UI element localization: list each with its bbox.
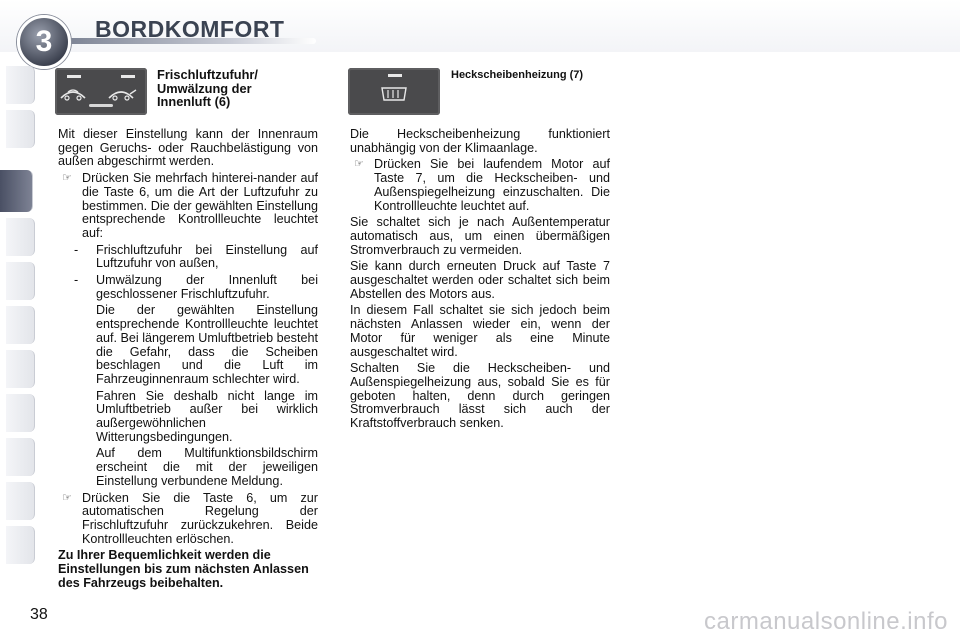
dash-text: Umwälzung der Innenluft bei geschlossener Frischluftzufuhr. <box>96 273 318 301</box>
chapter-number-badge: 3 <box>17 15 71 69</box>
chapter-tab[interactable] <box>6 110 35 148</box>
body-paragraph: Schalten Sie die Heckscheiben- und Außenspiegelheizung aus, sobald Sie es für geboten halten, denn durch geringen Stromverbrauch lässt sich auch der Kraftstoffverbrauch senken. <box>350 361 610 431</box>
chapter-tab[interactable] <box>6 306 35 344</box>
rear-defrost-heading: Heckscheibenheizung (7) <box>451 69 584 81</box>
note-paragraph: Fahren Sie deshalb nicht lange im Umluftbetrieb außer bei wirklich außergewöhnlichen Witterungsbedingungen. <box>96 388 318 444</box>
chapter-tab[interactable] <box>6 438 35 476</box>
page-number: 38 <box>30 606 48 623</box>
body-paragraph: Sie schaltet sich je nach Außentemperatur automatisch aus, um einen übermäßigen Stromverbrauch zu vermeiden. <box>350 215 610 257</box>
dash-text: Frischluftzufuhr bei Einstellung auf Luftzufuhr von außen, <box>96 242 318 271</box>
chapter-tab[interactable] <box>6 218 35 256</box>
right-column <box>350 128 610 434</box>
bullet-text: Drücken Sie mehrfach hinterei-nander auf die Taste 6, um die Art der Luftzufuhr zu bestimmen. Die der gewählten Einstellung entsprechende Kontrollleuchte leuchtet auf: <box>82 171 318 240</box>
chapter-tab[interactable] <box>6 262 35 300</box>
pointing-hand-icon: ☞ <box>354 158 364 171</box>
instruction-bullet <box>58 492 318 547</box>
intro-paragraph: Die Heckscheibenheizung funktioniert unabhängig von der Klimaanlage. <box>350 127 610 155</box>
intro-paragraph: Mit dieser Einstellung kann der Innenraum gegen Geruchs- oder Rauchbelästigung von außen abgeschirmt werden. <box>58 127 318 169</box>
recirculation-heading: Frischluftzufuhr/ Umwälzung der Innenluft (6) <box>157 67 258 110</box>
body-paragraph: In diesem Fall schaltet sie sich jedoch beim nächsten Anlassen wieder ein, wenn der Motor für weniger als eine Minute ausgeschaltet wird. <box>350 303 610 359</box>
pointing-hand-icon: ☞ <box>62 172 72 185</box>
chapter-tabs <box>0 66 38 576</box>
chapter-tab[interactable] <box>6 526 35 564</box>
instruction-bullet <box>350 158 610 213</box>
pointing-hand-icon: ☞ <box>62 491 72 504</box>
bullet-text: Drücken Sie die Taste 6, um zur automatischen Regelung der Frischluftzufuhr zurückzukehren. Beide Kontrollleuchten erlöschen. <box>82 490 318 546</box>
closing-paragraph: Zu Ihrer Bequemlichkeit werden die Einstellungen bis zum nächsten Anlassen des Fahrzeugs beibehalten. <box>58 548 309 590</box>
dash-item: - Umwälzung der Innenluft bei geschlossener Frischluftzufuhr. <box>74 273 318 301</box>
left-column <box>58 128 318 594</box>
chapter-title: BORDKOMFORT <box>95 16 285 42</box>
chapter-tab[interactable] <box>6 66 35 104</box>
note-paragraph: Auf dem Multifunktionsbildschirm erscheint die mit der jeweiligen Einstellung verbundene Meldung. <box>96 446 318 488</box>
rear-defrost-icon <box>348 68 440 115</box>
rear-defrost-control-image <box>348 68 440 115</box>
chapter-tab-active[interactable] <box>0 170 33 212</box>
chapter-tab[interactable] <box>6 394 35 432</box>
chapter-tab[interactable] <box>6 350 35 388</box>
instruction-bullet <box>58 172 318 241</box>
body-paragraph: Sie kann durch erneuten Druck auf Taste 7 ausgeschaltet werden oder schaltet sich beim Abstellen des Motors aus. <box>350 259 610 301</box>
bullet-text: Drücken Sie bei laufendem Motor auf Taste 7, um die Heckscheiben- und Außenspiegelheizung einzuschalten. Die Kontrollleuchte leuchtet auf. <box>374 157 610 213</box>
air-recirculation-icon <box>55 68 147 115</box>
dash-item: - Frischluftzufuhr bei Einstellung auf Luftzufuhr von außen, <box>74 242 318 271</box>
note-paragraph: Die der gewählten Einstellung entsprechende Kontrollleuchte leuchtet auf. Bei längerem Umluftbetrieb besteht die Gefahr, dass die Scheiben beschlagen und die Luft im Fahrzeuginnenraum schlechter wird. <box>96 303 318 386</box>
watermark: carmanualsonline.info <box>704 608 948 635</box>
recirculation-control-image <box>55 68 147 115</box>
chapter-tab[interactable] <box>6 482 35 520</box>
